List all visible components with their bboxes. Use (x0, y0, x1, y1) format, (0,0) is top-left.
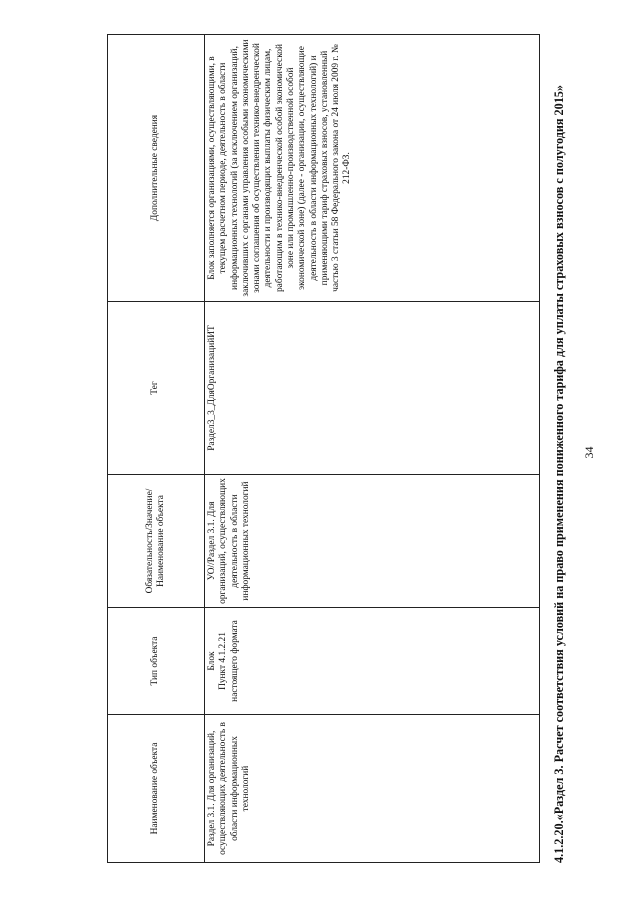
cell-obligatoriness: УО//Раздел 3.1. Для организаций, осуществляющих деятельность в области информационных технологий (205, 475, 540, 608)
table-header (108, 35, 205, 863)
specification-table (107, 34, 540, 863)
section-heading: 4.1.2.20.«Раздел 3. Расчет соответствия условий на право применения пониженного тарифа для уплаты страховых взносов с полугодия 2015» (552, 85, 566, 863)
header-obligatoriness: Обязательность/Значение/Наименование объекта (108, 475, 205, 608)
table-row (205, 35, 540, 863)
header-name: Наименование объекта (108, 715, 205, 863)
header-row (108, 35, 205, 863)
cell-additional: Блок заполняется организациями, осуществляющими, в текущем расчетном периоде, деятельность в области информационных технологий (за исключением организаций, заключивших с органами управления особыми экономическими зонами соглашения об осуществлении технико-внедренческой деятельности и производящих выплаты физическим лицам, работающим в технико-внедренческой особой экономической зоне или промышленно-производственной особой экономической зоне) (далее - организации, осуществляющие деятельность в области информационных технологий) и применяющими тариф страховых взносов, установленный частью 3 статьи 58 Федерального закона от 24 июля 2009 г. № 212-ФЗ. (205, 35, 540, 302)
cell-name: Раздел 3.1. Для организаций, осуществляющих деятельность в области информационных технологий (205, 715, 540, 863)
header-additional: Дополнительные сведения (108, 35, 205, 302)
header-type: Тип объекта (108, 608, 205, 715)
cell-type: Блок Пункт 4.1.2.21 настоящего формата (205, 608, 540, 715)
header-tag: Тег (108, 302, 205, 475)
page-number: 34 (582, 446, 596, 459)
cell-tag: Раздел3_3_ДляОрганизацийИТ (205, 302, 540, 475)
